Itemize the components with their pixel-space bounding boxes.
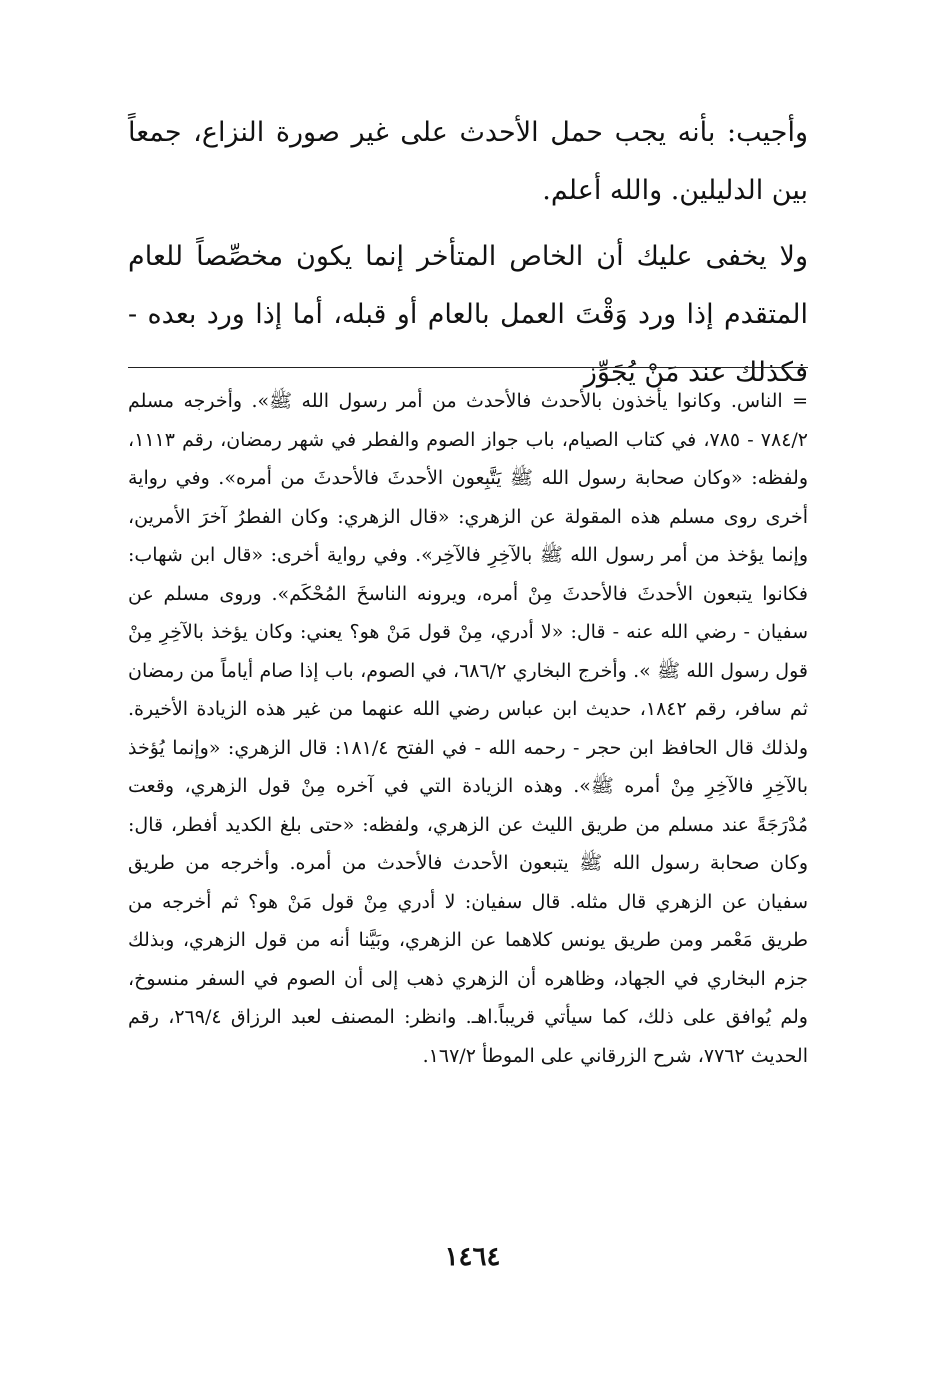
main-text [128,104,808,402]
page-number: ١٤٦٤ [444,1242,501,1272]
footnote-text: = الناس. وكانوا يأخذون بالأحدث فالأحدث من أمر رسول الله ﷺ». وأخرجه مسلم ٧٨٤/٢ - ٧٨٥، في كتاب الصيام، باب جواز الصوم والفطر في شهر رمضان، رقم ١١١٣، ولفظه: «وكان صحابة رسول الله ﷺ يَتَّبِعون الأحدثَ فالأحدثَ من أمره». وفي رواية أخرى روى مسلم هذه المقولة عن الزهري: «قال الزهري: وكان الفطرُ آخرَ الأمرين، وإنما يؤخذ من أمر رسول الله ﷺ بالآخِرِ فالآخِر». وفي رواية أخرى: «قال ابن شهاب: فكانوا يتبعون الأحدثَ فالأحدثَ مِنْ أمره، ويرونه الناسخَ المُحْكَم». وروى مسلم عن سفيان - رضي الله عنه - قال: «لا أدري، مِنْ قول مَنْ هو؟ يعني: وكان يؤخذ بالآخِرِ مِنْ قول رسول الله ﷺ ». وأخرج البخاري ٦٨٦/٢، في الصوم، باب إذا صام أياماً من رمضان ثم سافر، رقم ١٨٤٢، حديث ابن عباس رضي الله عنهما من غير هذه الزيادة الأخيرة. ولذلك قال الحافظ ابن حجر - رحمه الله - في الفتح ١٨١/٤: قال الزهري: «وإنما يُؤخذ بالآخِرِ فالآخِرِ مِنْ أمره ﷺ». وهذه الزيادة التي في آخره مِنْ قول الزهري، وقعت مُدْرَجَةً عند مسلم من طريق الليث عن الزهري، ولفظه: «حتى بلغ الكديد أفطر، قال: وكان صحابة رسول الله ﷺ يتبعون الأحدث فالأحدث من أمره. وأخرجه من طريق سفيان عن الزهري قال مثله. قال سفيان: لا أدري مِنْ قول مَنْ هو؟ ثم أخرجه من طريق مَعْمر ومن طريق يونس كلاهما عن الزهري، وبَيَّنا أنه من قول الزهري، وبذلك جزم البخاري في الجهاد، وظاهره أن الزهري ذهب إلى أن الصوم في السفر منسوخ، ولم يُوافق على ذلك، كما سيأتي قريباً.اهـ. وانظر: المصنف لعبد الرزاق ٢٦٩/٤، رقم الحديث ٧٧٦٢، شرح الزرقاني على الموطأ ١٦٧/٢. [128,390,809,1067]
footnotes [128,382,808,1075]
main-paragraph-1: وأجيب: بأنه يجب حمل الأحدث على غير صورة النزاع، جمعاً بين الدليلين. والله أعلم. [128,117,808,206]
footnote-separator [128,367,808,368]
main-paragraph-2: ولا يخفى عليك أن الخاص المتأخر إنما يكون مخصِّصاً للعام المتقدم إذا ورد وَقْتَ العمل بالعام أو قبله، أما إذا ورد بعده - فكذلك عند مَنْ يُجَوِّز [128,241,808,388]
